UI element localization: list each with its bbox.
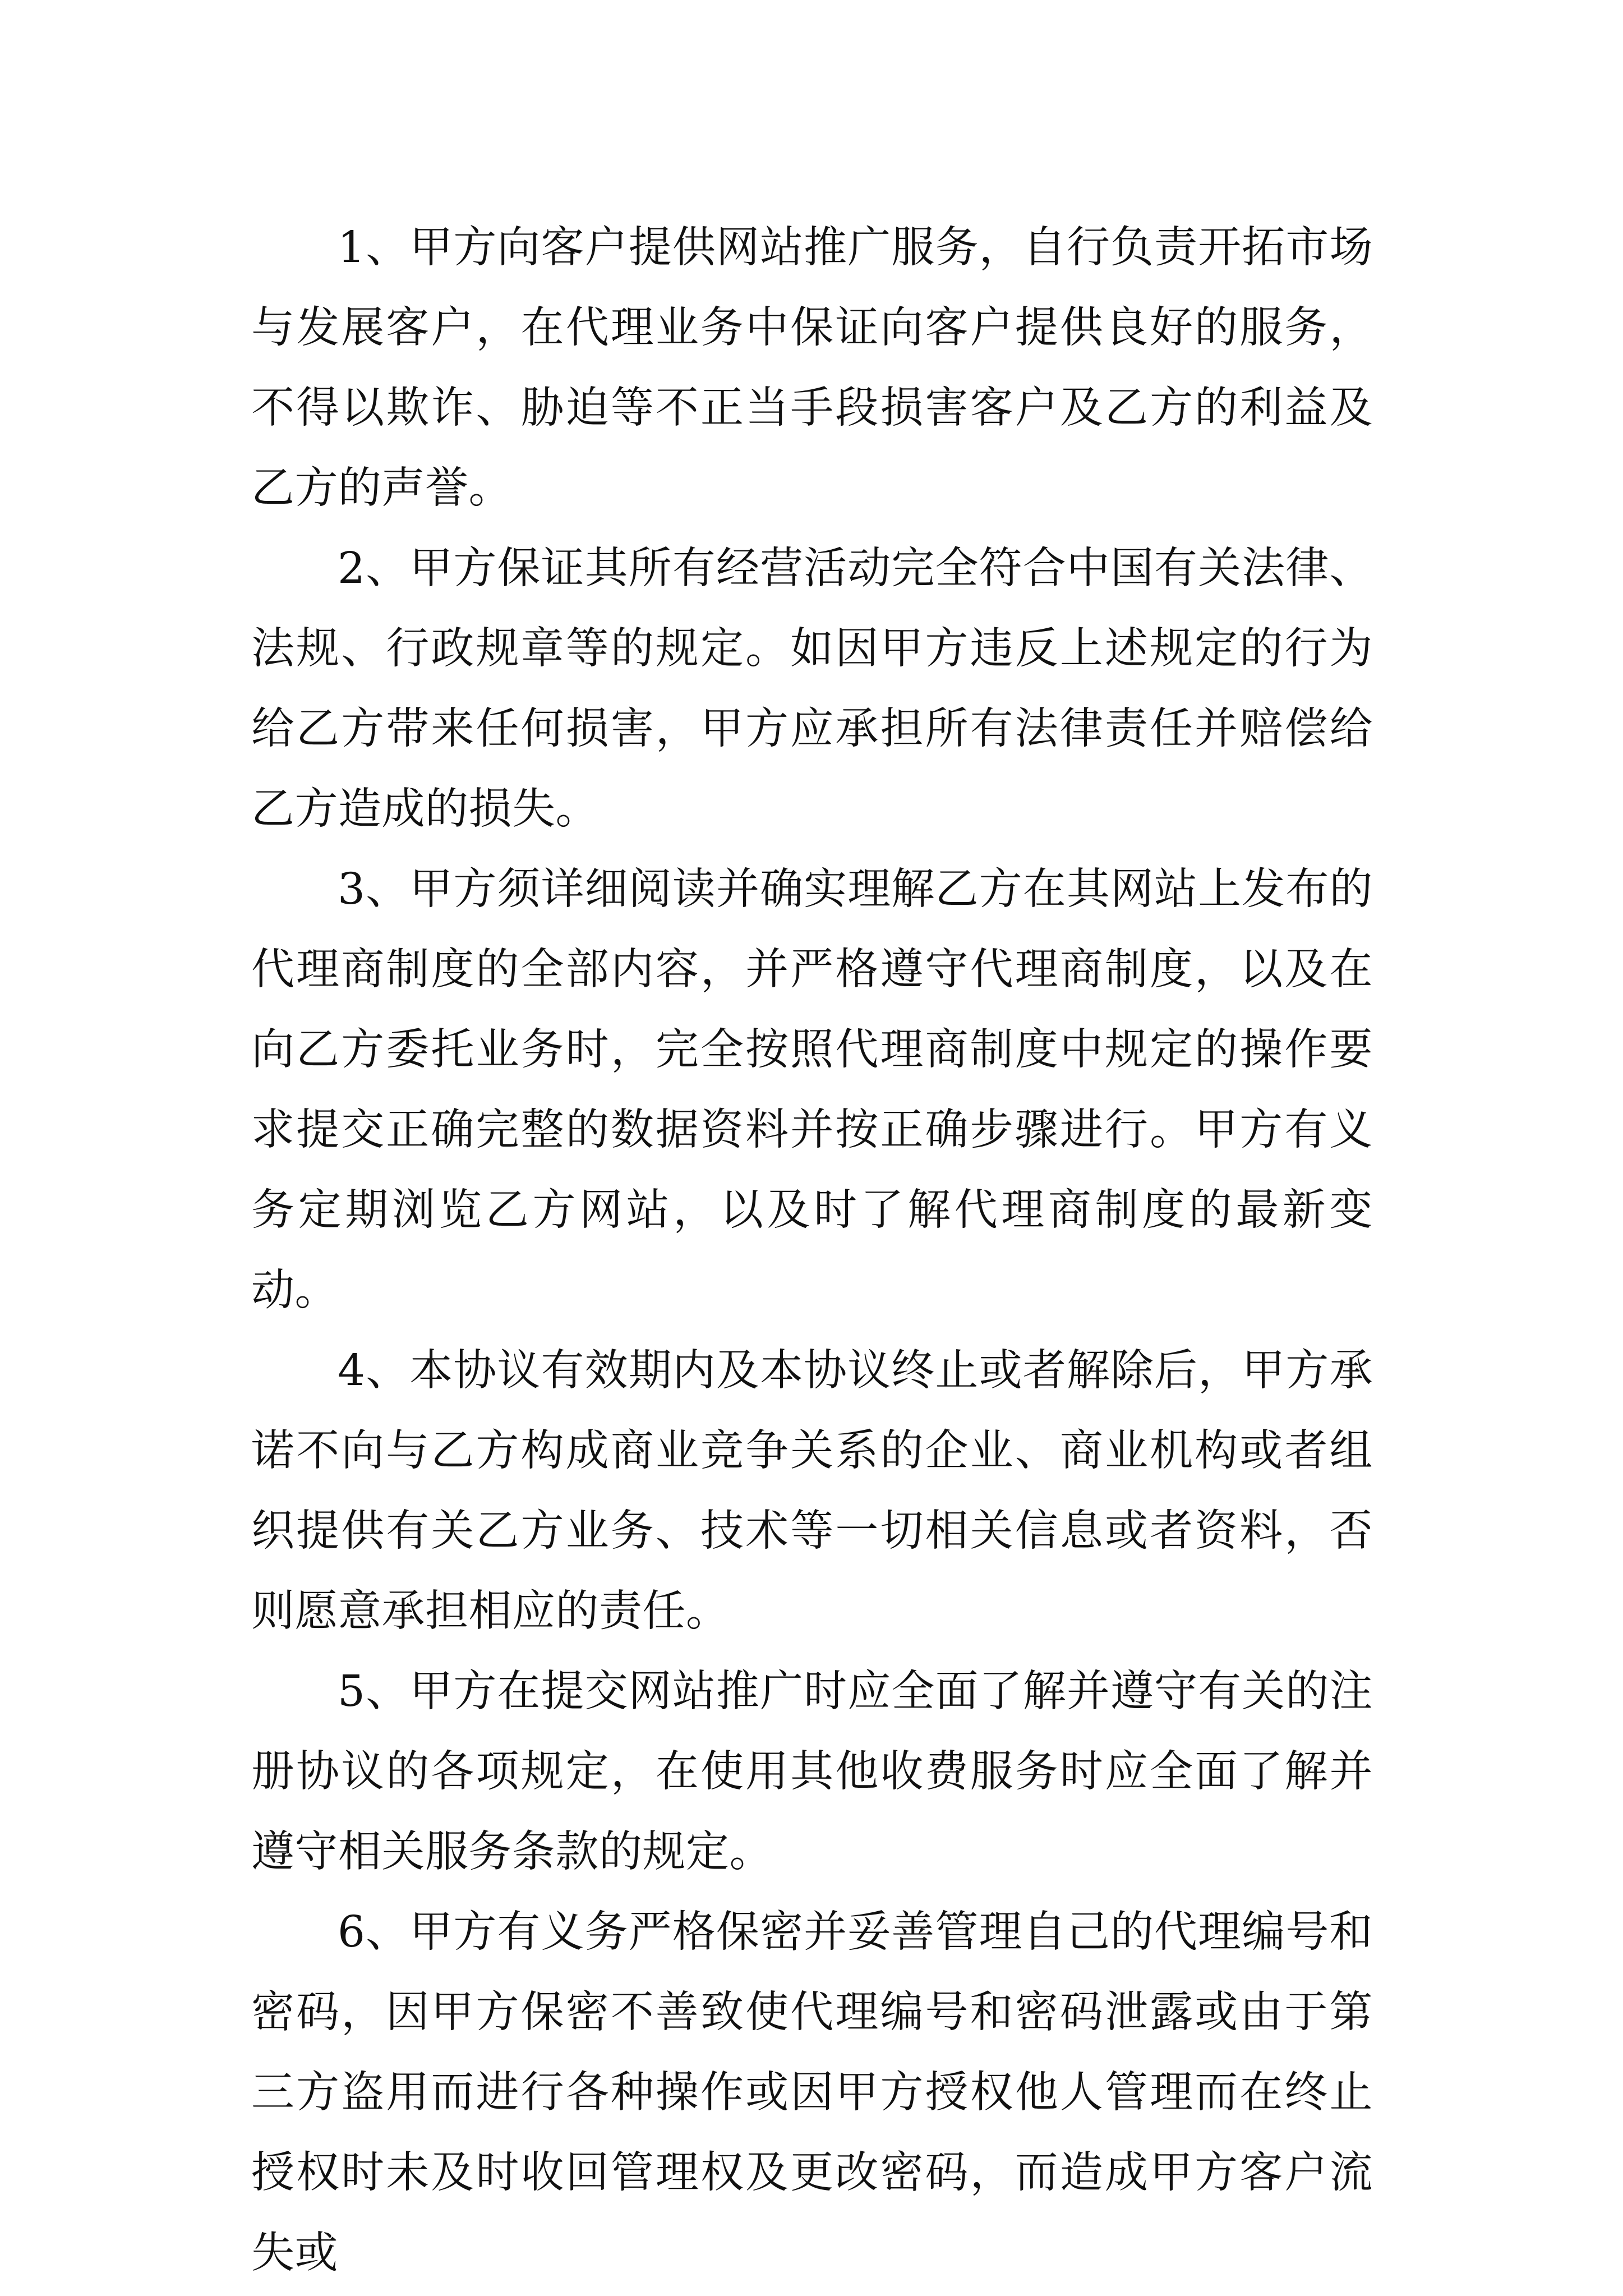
document-body bbox=[251, 208, 1373, 2293]
clause-paragraph-4: 4、本协议有效期内及本协议终止或者解除后，甲方承诺不向与乙方构成商业竞争关系的企业、商业机构或者组织提供有关乙方业务、技术等一切相关信息或者资料，否则愿意承担相应的责任。 bbox=[251, 1346, 1373, 1636]
clause-paragraph-1: 1、甲方向客户提供网站推广服务，自行负责开拓市场与发展客户，在代理业务中保证向客户提供良好的服务，不得以欺诈、胁迫等不正当手段损害客户及乙方的利益及乙方的声誉。 bbox=[251, 223, 1373, 513]
clause-paragraph-6: 6、甲方有义务严格保密并妥善管理自己的代理编号和密码，因甲方保密不善致使代理编号和密码泄露或由于第三方盗用而进行各种操作或因甲方授权他人管理而在终止授权时未及时收回管理权及更改密码，而造成甲方客户流失或 bbox=[251, 1907, 1373, 2278]
clause-paragraph-5: 5、甲方在提交网站推广时应全面了解并遵守有关的注册协议的各项规定，在使用其他收费服务时应全面了解并遵守相关服务条款的规定。 bbox=[251, 1667, 1373, 1877]
clause-paragraph-2: 2、甲方保证其所有经营活动完全符合中国有关法律、法规、行政规章等的规定。如因甲方违反上述规定的行为给乙方带来任何损害，甲方应承担所有法律责任并赔偿给乙方造成的损失。 bbox=[251, 544, 1373, 834]
clause-paragraph-3: 3、甲方须详细阅读并确实理解乙方在其网站上发布的代理商制度的全部内容，并严格遵守代理商制度，以及在向乙方委托业务时，完全按照代理商制度中规定的操作要求提交正确完整的数据资料并按正确步骤进行。甲方有义务定期浏览乙方网站，以及时了解代理商制度的最新变动。 bbox=[251, 864, 1373, 1315]
